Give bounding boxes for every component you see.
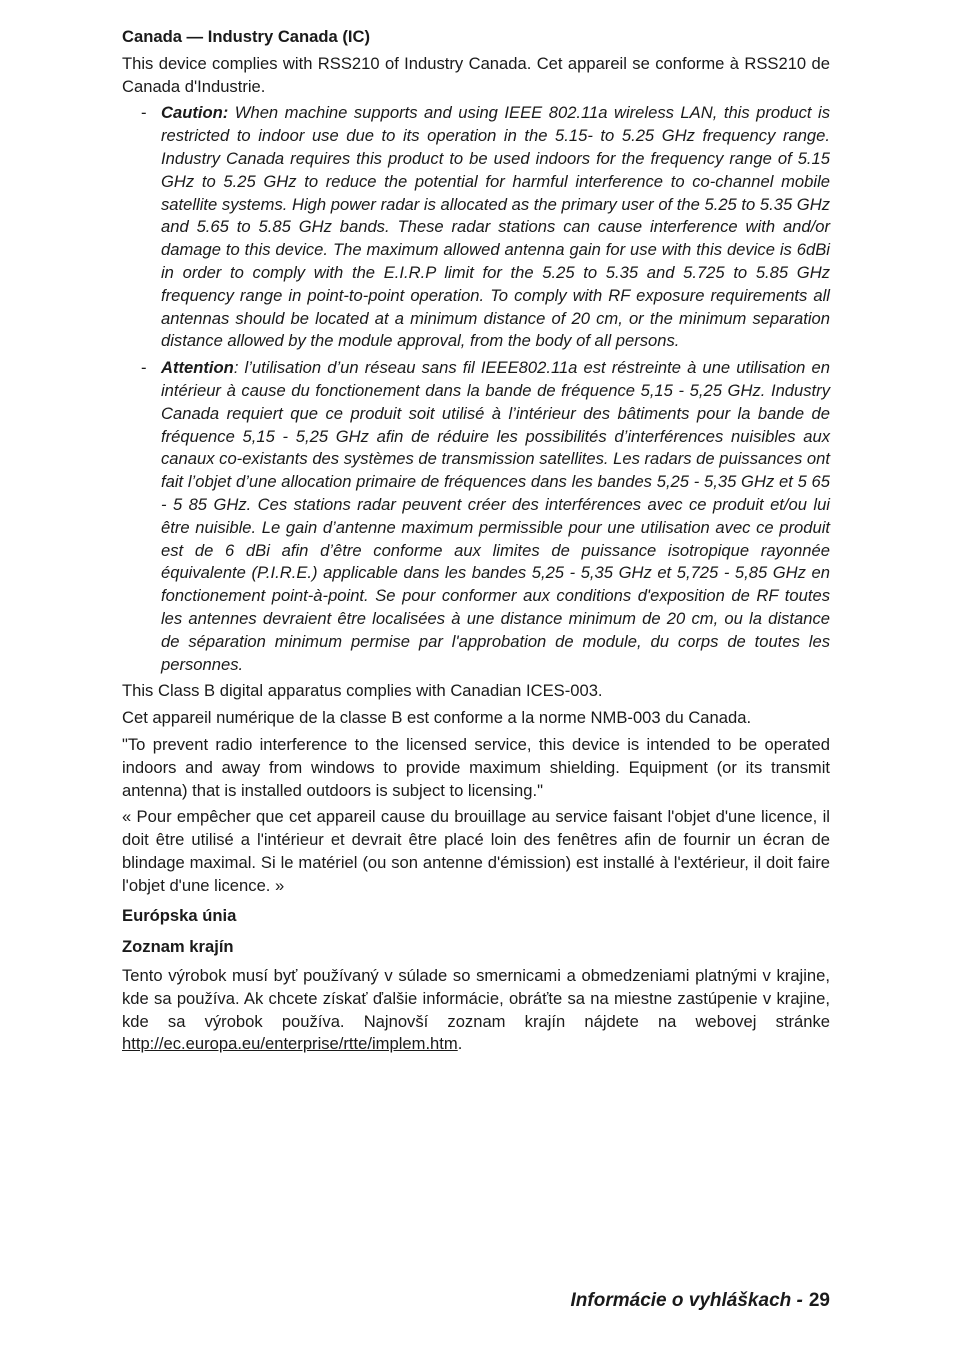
caution-label: Caution: (161, 103, 229, 123)
eu-paragraph (122, 965, 830, 1056)
bullet-dash: - (141, 358, 147, 378)
canada-intro: This device complies with RSS210 of Industry Canada. Cet appareil se conforme à RSS210 de Canada d'Industrie. (122, 53, 830, 96)
attention-text: : l’utilisation d’un réseau sans fil IEEE802.11a est réstreinte à une utilisation en intérieur à cause du fonctionement dans la bande de fréquence 5,15 - 5,25 GHz. Industry Canada requiert que ce produit soit utilisé à l’intérieur des bâtiments pour la bande de fréquence 5,15 - 5,25 GHz afin de réduire les possibilités d’interférences nuisibles aux canaux co-existants des systèmes de transmission satellites. Les radars de puissances ont fait l’objet d’une allocation primaire de fréquences dans les bandes 5,25 - 5,35 GHz et 5 65 - 5 85 GHz. Ces stations radar peuvent créer des interférences avec ce produit et/ou lui être nuisible. Le gain d’antenne maximum permissible pour une utilisation avec ce produit est de 6 dBi afin d’être conforme aux limites de puissance isotropique rayonnée équivalente (P.I.R.E.) applicable dans les bandes 5,25 - 5,35 GHz et 5,725 - 5,85 GHz en fonctionement point-à-point. Se pour conformer aux conditions d'exposition de RF toutes les antennes devraient être localisées à une distance minimum de 20 cm, ou la distance de séparation minimum permise par l'approbation de module, du corps de toutes les personnes. (161, 358, 830, 674)
page-footer (571, 1290, 830, 1312)
bullet-dash: - (141, 103, 147, 123)
eu-rtte-link[interactable]: http://ec.europa.eu/enterprise/rtte/implem.htm (122, 1034, 458, 1054)
page-number: 29 (808, 1290, 830, 1311)
attention-label: Attention (161, 358, 234, 378)
eu-text-end: . (457, 1034, 463, 1054)
caution-bullet (122, 102, 830, 353)
attention-bullet (122, 357, 830, 676)
caution-text: When machine supports and using IEEE 802.11a wireless LAN, this product is restricted to indoor use due to its operation in the 5.15- to 5.25 GHz frequency range. Industry Canada requires this product to be used indoors for the frequency range of 5.15 GHz to 5.25 GHz to reduce the potential for harmful interference to co-channel mobile satellite systems. High power radar is allocated as the primary user of the 5.25 to 5.35 GHz and 5.65 to 5.85 GHz bands. These radar stations can cause interference with and/or damage to this device. The maximum allowed antenna gain for use with this device is 6dBi in order to comply with the E.I.R.P limit for the 5.25 to 5.35 and 5.725 to 5.85 GHz frequency range in point-to-point operation. To comply with RF exposure requirements all antennas should be located at a minimum distance of 20 cm, or the minimum separation distance allowed by the module approval, from the body of all persons. (161, 103, 830, 351)
canada-heading: Canada — Industry Canada (IC) (122, 27, 371, 46)
eu-heading: Európska únia (122, 906, 237, 926)
licensing-quote-en: "To prevent radio interference to the licensed service, this device is intended to be operated indoors and away from windows to provide maximum shielding. Equipment (or its transmit antenna) that is installed outdoors is subject to licensing." (122, 734, 830, 800)
ices-statement: This Class B digital apparatus complies with Canadian ICES-003. (122, 681, 603, 701)
nmb-statement: Cet appareil numérique de la classe B est conforme a la norme NMB-003 du Canada. (122, 708, 752, 728)
licensing-quote-fr: « Pour empêcher que cet appareil cause du brouillage au service faisant l'objet d'une licence, il doit être utilisé a l'intérieur et devrait être placé loin des fenêtres afin de fournir un écran de blindage maximal. Si le matériel (ou son antenne d'émission) est installé à l'extérieur, il doit faire l'objet d'une licence. » (122, 807, 830, 895)
eu-text: Tento výrobok musí byť používaný v súlade so smernicami a obmedzeniami platnými v krajine, kde sa používa. Ak chcete získať ďalšie informácie, obráťte sa na miestne zastúpenie v krajine, kde sa výrobok používa. Najnovší zoznam krajín nájdete na webovej stránke (122, 966, 830, 1031)
canada-bullet-list (122, 102, 830, 676)
country-list-heading: Zoznam krajín (122, 937, 234, 957)
footer-section-title: Informácie o vyhláškach - (570, 1290, 803, 1311)
document-body (122, 26, 830, 1060)
